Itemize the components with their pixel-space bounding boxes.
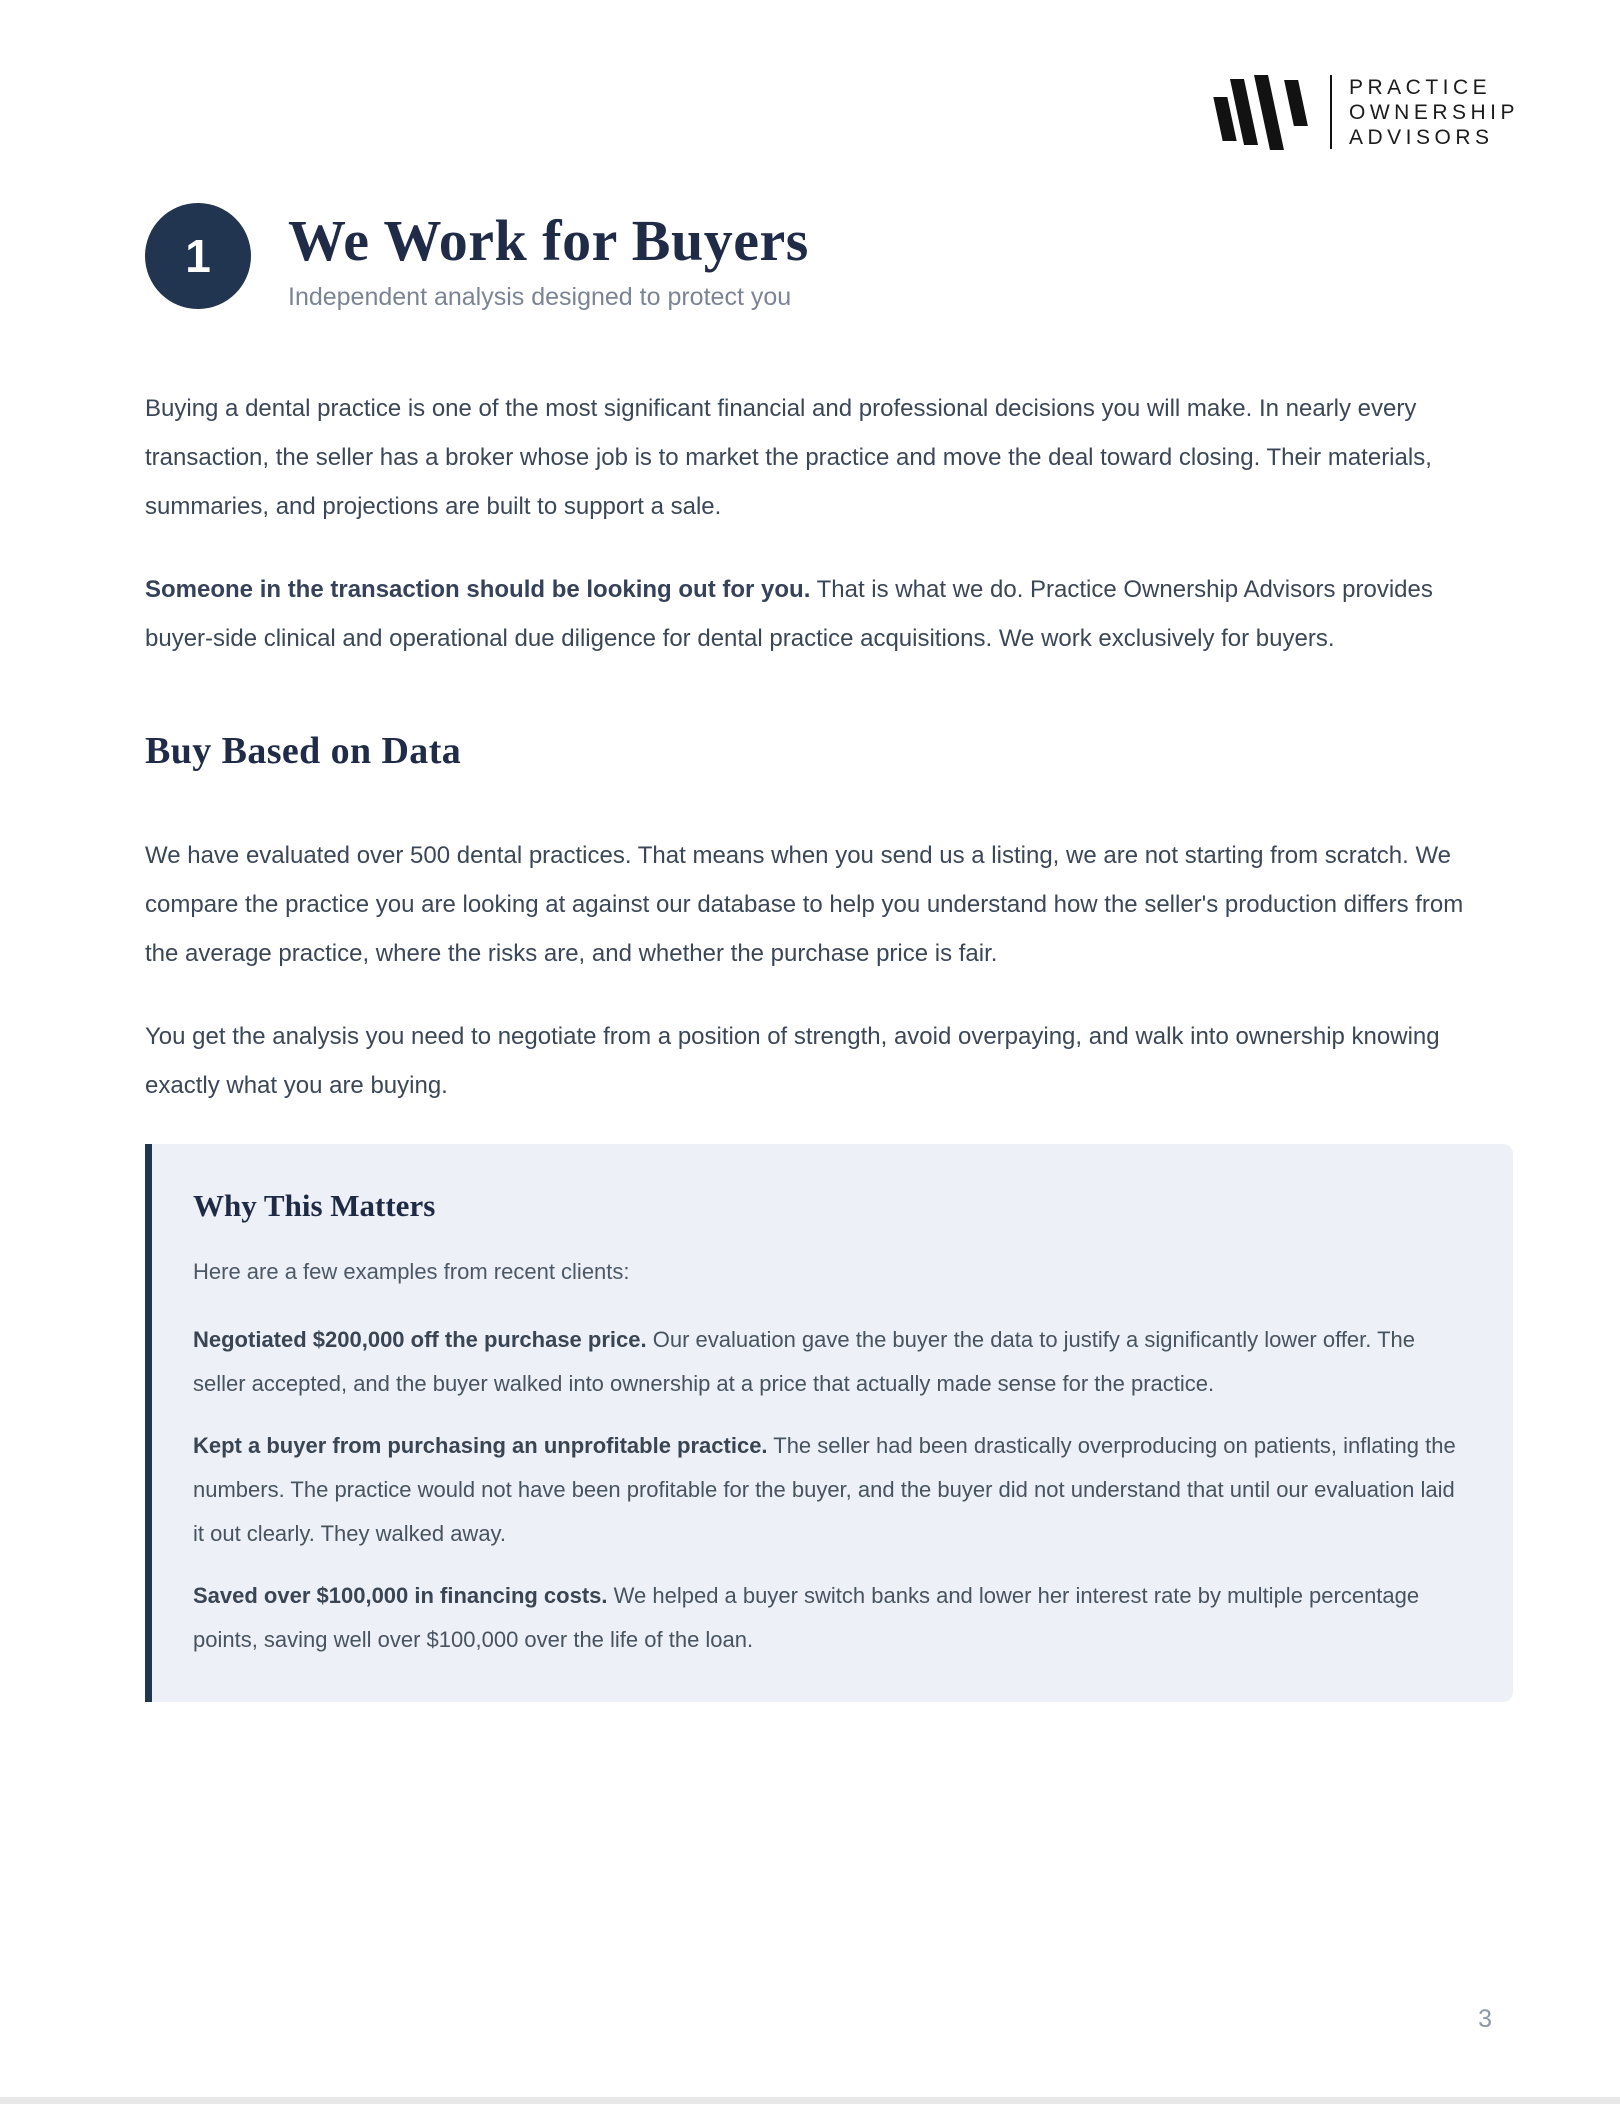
example-text: The seller had been drastically overproducing on patients, inflating the numbers. The practice would not have been profitable for the buyer, and the buyer did not understand that until our evaluation laid it out clearly. They walked away. (193, 1433, 1456, 1546)
section-header (145, 203, 809, 312)
logo-divider (1330, 75, 1332, 149)
intro-paragraph-2-rest: That is what we do. Practice Ownership Advisors provides buyer-side clinical and operational due diligence for dental practice acquisitions. We work exclusively for buyers. (145, 576, 1433, 652)
page-number: 3 (1478, 2005, 1492, 2033)
intro-paragraph-2-lead: Someone in the transaction should be looking out for you. (145, 576, 811, 603)
logo-word-2: OWNERSHIP (1349, 100, 1520, 124)
page-title: We Work for Buyers (288, 208, 809, 273)
intro-paragraph-1: Buying a dental practice is one of the most significant financial and professional decisions you will make. In nearly every transaction, the seller has a broker whose job is to market the practice and move the deal toward closing. Their materials, summaries, and projections are built to support a sale. (145, 395, 1432, 520)
example-text: We helped a buyer switch banks and lower her interest rate by multiple percentage points, saving well over $100,000 over the life of the loan. (193, 1583, 1420, 1652)
example-lead: Kept a buyer from purchasing an unprofitable practice. (193, 1433, 768, 1458)
callout-heading: Why This Matters (193, 1188, 436, 1223)
logo-bar (1213, 97, 1236, 141)
logo-wordmark (1349, 75, 1519, 150)
section-heading: Buy Based on Data (145, 730, 462, 772)
section-paragraph-2: You get the analysis you need to negotiate from a position of strength, avoid overpaying, and walk into ownership knowing exactly what you are buying. (145, 1023, 1440, 1099)
logo-bars-icon (1218, 72, 1318, 152)
example-lead: Saved over $100,000 in financing costs. (193, 1583, 608, 1608)
example-item (193, 1318, 1461, 1406)
company-logo (1218, 72, 1519, 152)
example-item (193, 1424, 1461, 1556)
logo-word-1: PRACTICE (1349, 75, 1492, 99)
page-bottom-edge (0, 2097, 1620, 2104)
example-lead: Negotiated $200,000 off the purchase price. (193, 1327, 647, 1352)
section-header-text (288, 203, 809, 312)
callout-intro: Here are a few examples from recent clients: (193, 1259, 630, 1284)
logo-bar (1254, 75, 1284, 150)
page-subtitle: Independent analysis designed to protect you (288, 283, 792, 312)
logo-bar (1284, 80, 1308, 126)
section-number-badge: 1 (145, 203, 251, 309)
logo-word-3: ADVISORS (1349, 125, 1494, 149)
why-this-matters-callout (145, 1144, 1513, 1702)
section-paragraph-1: We have evaluated over 500 dental practices. That means when you send us a listing, we are not starting from scratch. We compare the practice you are looking at against our database to help you understand how the seller's production differs from the average practice, where the risks are, and whether the purchase price is fair. (145, 842, 1464, 967)
body-copy (145, 384, 1477, 1702)
example-item (193, 1574, 1461, 1662)
example-text: Our evaluation gave the buyer the data to justify a significantly lower offer. The seller accepted, and the buyer walked into ownership at a price that actually made sense for the practice. (193, 1327, 1416, 1396)
intro-paragraph-2 (145, 565, 1477, 663)
